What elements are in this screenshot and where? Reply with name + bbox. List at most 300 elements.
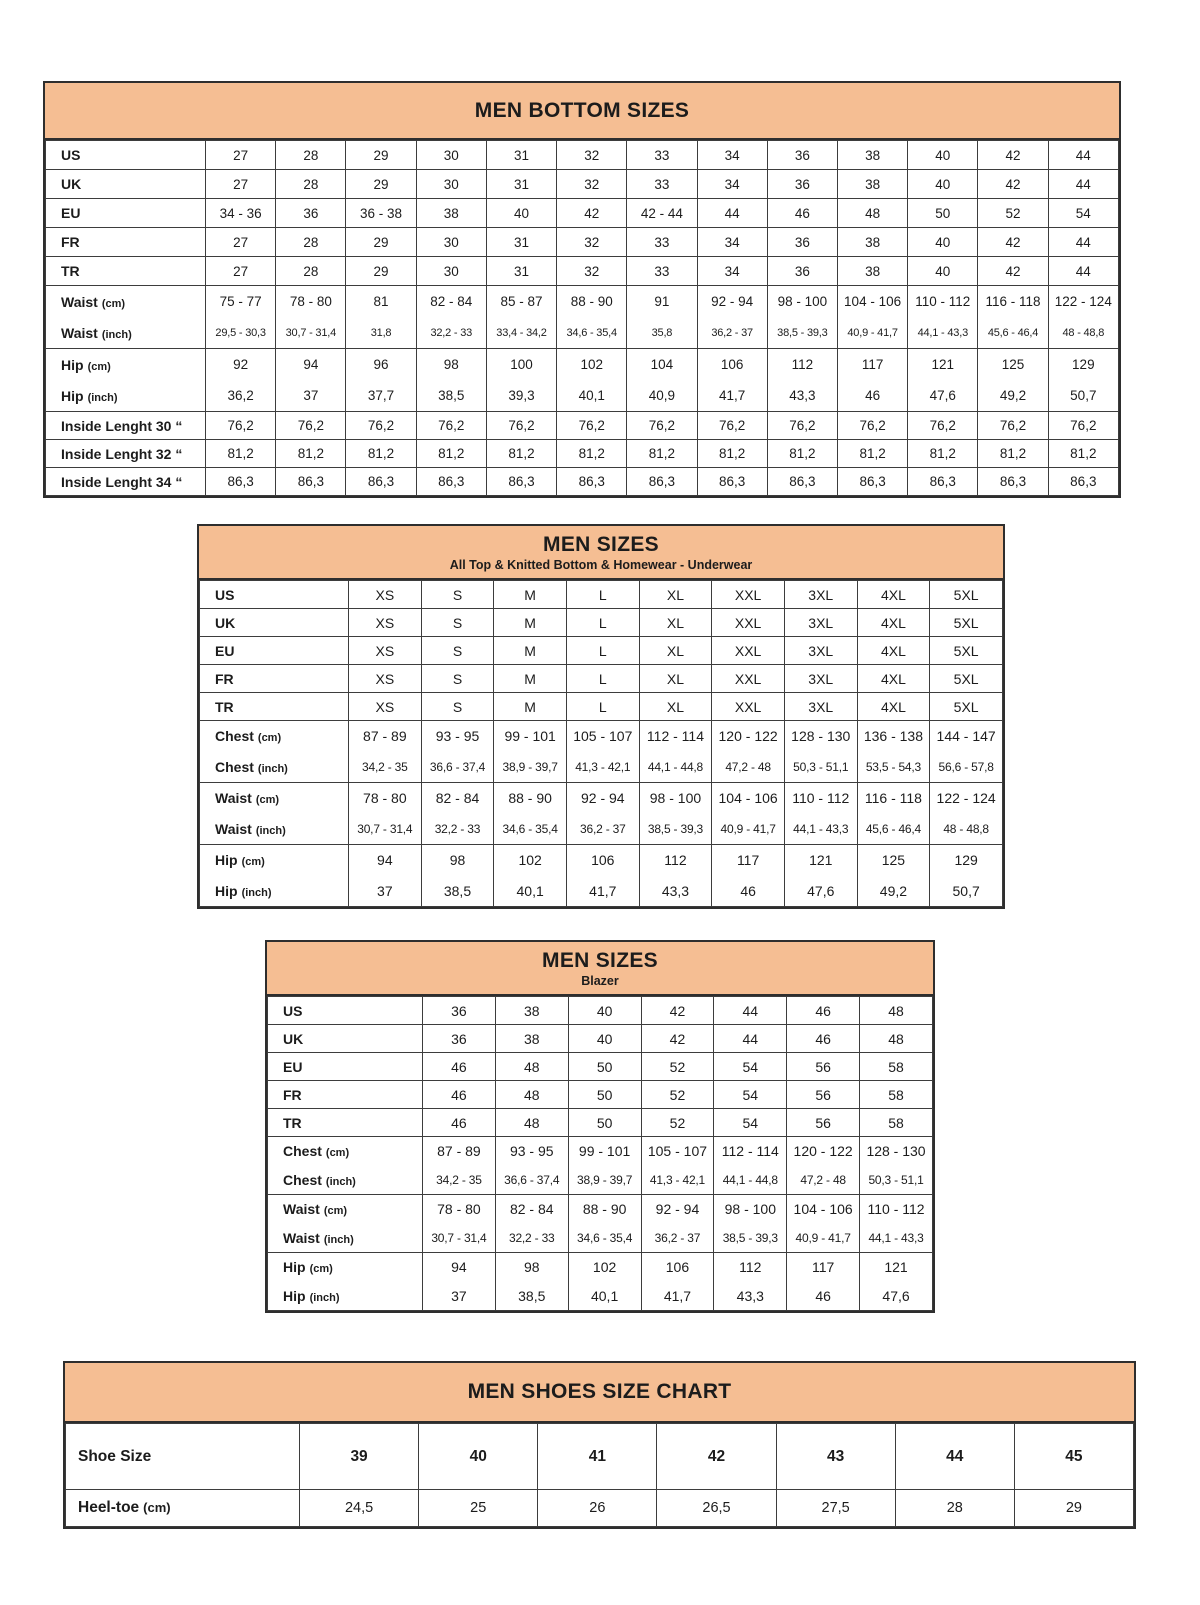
size-cell: 3XL [784,637,857,665]
table-row [268,1224,933,1253]
size-cell: 47,2 - 48 [787,1166,860,1195]
size-cell: 76,2 [978,412,1048,440]
size-cell: 48 - 48,8 [1048,318,1118,349]
size-cell: 29 [1014,1490,1133,1527]
size-cell: 40 [486,199,556,228]
size-cell: 112 [639,845,712,876]
size-cell: 144 - 147 [930,721,1003,752]
size-cell: 129 [930,845,1003,876]
size-cell: 25 [419,1490,538,1527]
row-label-text: UK [61,176,82,192]
size-cell: 82 - 84 [495,1195,568,1224]
size-cell: 105 - 107 [641,1137,714,1166]
size-cell: 76,2 [837,412,907,440]
size-cell: 34 [697,257,767,286]
size-cell: 102 [568,1253,641,1282]
size-cell: 93 - 95 [421,721,494,752]
size-cell: 110 - 112 [784,783,857,814]
row-label-unit: (inch) [257,762,288,775]
size-cell: 34,6 - 35,4 [568,1224,641,1253]
row-label [46,468,206,496]
size-cell: XL [639,609,712,637]
size-cell: 38 [837,170,907,199]
size-cell: 27 [206,257,276,286]
row-label [46,199,206,228]
size-cell: 50,7 [1048,381,1118,412]
table-row [46,286,1119,318]
size-cell: 40,1 [557,381,627,412]
table-row [46,257,1119,286]
row-label [46,381,206,412]
size-cell: 38,5 - 39,3 [714,1224,787,1253]
size-cell: 34,6 - 35,4 [494,814,567,845]
size-cell: 36 [423,997,496,1025]
size-cell: 3XL [784,581,857,609]
row-label-text: Shoe Size [78,1447,152,1465]
size-cell: 42 [641,997,714,1025]
row-label-text: UK [283,1030,304,1047]
size-cell: 44 [1048,257,1118,286]
size-cell: 35,8 [627,318,697,349]
size-cell: 5XL [930,581,1003,609]
row-label-text: FR [61,234,80,250]
size-cell: S [421,609,494,637]
size-cell: 81,2 [346,440,416,468]
size-cell: 26,5 [657,1490,776,1527]
size-cell: 38 [495,1025,568,1053]
table-row [268,1195,933,1224]
size-cell: 88 - 90 [557,286,627,318]
size-cell: 106 [566,845,639,876]
size-cell: 40 [568,1025,641,1053]
men-sizes-top-table [197,524,1005,909]
row-label [268,1224,423,1253]
row-label [46,349,206,381]
size-cell: 36 [276,199,346,228]
row-label [46,141,206,170]
row-label-unit: (cm) [323,1205,348,1218]
row-label [46,170,206,199]
table-row [268,1166,933,1195]
table-row [46,440,1119,468]
row-label-text: UK [215,614,236,631]
size-cell: 44,1 - 44,8 [639,752,712,783]
row-label-unit: (inch) [325,1175,356,1188]
row-label-text: TR [283,1114,302,1131]
size-cell: XXL [712,693,785,721]
size-cell: 81,2 [837,440,907,468]
size-cell: XL [639,637,712,665]
size-cell: 86,3 [416,468,486,496]
size-cell: 50 [568,1109,641,1137]
row-label [46,440,206,468]
table-header [45,83,1119,140]
size-cell: 36 - 38 [346,199,416,228]
size-cell: 76,2 [627,412,697,440]
row-label [268,1195,423,1224]
size-cell: 4XL [857,637,930,665]
size-cell: 40 [908,141,978,170]
size-cell: 40 [908,170,978,199]
size-cell: 28 [276,141,346,170]
size-cell: 44 [1048,228,1118,257]
size-cell: 81 [346,286,416,318]
row-label-text: US [61,147,81,163]
size-cell: L [566,665,639,693]
men-sizes-blazer-table [265,940,935,1313]
size-cell: 44 [895,1424,1014,1490]
size-cell: XL [639,693,712,721]
table-row [268,1025,933,1053]
size-cell: 96 [346,349,416,381]
size-cell: 88 - 90 [494,783,567,814]
size-cell: 42 [978,170,1048,199]
table-row [46,468,1119,496]
size-cell: 29 [346,170,416,199]
size-cell: 102 [557,349,627,381]
size-cell: 27 [206,141,276,170]
size-cell: 33 [627,170,697,199]
size-cell: 46 [423,1053,496,1081]
size-cell: 36,6 - 37,4 [421,752,494,783]
size-cell: 98 - 100 [639,783,712,814]
size-cell: 38 [837,257,907,286]
size-cell: 76,2 [346,412,416,440]
size-cell: 85 - 87 [486,286,556,318]
table-row [200,752,1003,783]
size-cell: 82 - 84 [421,783,494,814]
size-cell: 54 [714,1081,787,1109]
row-label-text: Inside Lenght 32 “ [61,445,183,462]
table-subtitle: All Top & Knitted Bottom & Homewear - Underwear [449,557,753,572]
size-cell: 86,3 [557,468,627,496]
size-cell: 121 [784,845,857,876]
row-label-unit: (inch) [323,1233,354,1246]
size-cell: 46 [787,997,860,1025]
size-cell: 27 [206,228,276,257]
size-cell: 38,5 [495,1282,568,1311]
size-cell: 43 [776,1424,895,1490]
row-label-text: Inside Lenght 30 “ [61,417,183,434]
size-grid [267,996,933,1311]
row-label-text: Hip [283,1287,306,1304]
size-cell: 45 [1014,1424,1133,1490]
row-label [46,318,206,349]
size-cell: 41,7 [641,1282,714,1311]
row-label-text: EU [61,205,81,221]
row-label-text: Chest [215,728,254,745]
size-cell: 4XL [857,693,930,721]
size-cell: 43,3 [714,1282,787,1311]
size-cell: 32 [557,170,627,199]
size-cell: 40 [419,1424,538,1490]
size-cell: 38,5 - 39,3 [639,814,712,845]
size-cell: 40 [908,228,978,257]
table-row [46,228,1119,257]
size-cell: 32 [557,257,627,286]
size-cell: 33 [627,228,697,257]
size-cell: 40,9 - 41,7 [712,814,785,845]
size-cell: 121 [908,349,978,381]
size-cell: 76,2 [486,412,556,440]
table-row [200,721,1003,752]
size-cell: 44,1 - 43,3 [784,814,857,845]
size-cell: 38 [837,228,907,257]
row-label [66,1490,300,1527]
table-row [66,1490,1134,1527]
size-cell: 106 [641,1253,714,1282]
size-cell: 32,2 - 33 [495,1224,568,1253]
table-row [268,1253,933,1282]
size-cell: 40,1 [494,876,567,907]
size-cell: 38,9 - 39,7 [568,1166,641,1195]
size-cell: 98 - 100 [767,286,837,318]
size-cell: 78 - 80 [349,783,422,814]
size-cell: 50 [568,1053,641,1081]
size-cell: 110 - 112 [908,286,978,318]
size-cell: 32,2 - 33 [421,814,494,845]
size-cell: 86,3 [697,468,767,496]
row-label-unit: (cm) [101,297,126,310]
size-cell: 30,7 - 31,4 [276,318,346,349]
size-cell: 112 [714,1253,787,1282]
size-cell: XXL [712,581,785,609]
size-cell: 50 [568,1081,641,1109]
row-label [268,1081,423,1109]
row-label-text: US [215,586,235,603]
size-cell: 112 - 114 [639,721,712,752]
row-label-unit: (inch) [241,886,272,899]
size-cell: 105 - 107 [566,721,639,752]
size-cell: 82 - 84 [416,286,486,318]
size-cell: 44,1 - 44,8 [714,1166,787,1195]
size-cell: 50,3 - 51,1 [784,752,857,783]
size-cell: 81,2 [486,440,556,468]
size-cell: 116 - 118 [978,286,1048,318]
men-shoes-size-chart-table [63,1361,1136,1529]
size-cell: XXL [712,665,785,693]
size-cell: 112 [767,349,837,381]
table-row [46,199,1119,228]
table-row [200,581,1003,609]
size-cell: 46 [712,876,785,907]
row-label [46,257,206,286]
size-cell: 76,2 [206,412,276,440]
size-cell: 30 [416,257,486,286]
size-cell: 125 [857,845,930,876]
row-label-text: EU [215,642,235,659]
size-cell: 52 [641,1109,714,1137]
size-cell: 102 [494,845,567,876]
row-label-unit: (cm) [87,360,111,373]
size-cell: 37,7 [346,381,416,412]
size-cell: 99 - 101 [494,721,567,752]
size-cell: 3XL [784,609,857,637]
row-label [268,1282,423,1311]
row-label [200,814,349,845]
row-label-unit: (inch) [255,824,286,837]
size-cell: 98 - 100 [714,1195,787,1224]
row-label-unit: (cm) [309,1263,333,1276]
size-grid [65,1423,1134,1527]
size-cell: 43,3 [767,381,837,412]
size-cell: 78 - 80 [276,286,346,318]
size-cell: 26 [538,1490,657,1527]
size-cell: 86,3 [627,468,697,496]
size-cell: 37 [349,876,422,907]
size-cell: 32 [557,141,627,170]
size-cell: 122 - 124 [1048,286,1118,318]
size-cell: 92 - 94 [697,286,767,318]
table-row [268,1282,933,1311]
size-cell: XS [349,609,422,637]
size-cell: 58 [860,1109,933,1137]
row-label-text: TR [61,263,80,279]
row-label [200,752,349,783]
size-cell: 81,2 [767,440,837,468]
size-cell: M [494,637,567,665]
table-row [200,637,1003,665]
size-cell: 31 [486,141,556,170]
size-cell: 29 [346,141,416,170]
size-cell: 28 [276,228,346,257]
size-cell: 36 [767,228,837,257]
size-cell: 42 [557,199,627,228]
size-cell: 31 [486,170,556,199]
size-cell: 86,3 [837,468,907,496]
row-label [268,1166,423,1195]
size-cell: 40,9 - 41,7 [787,1224,860,1253]
size-cell: 81,2 [557,440,627,468]
size-cell: 58 [860,1081,933,1109]
row-label-text: Inside Lenght 34 “ [61,473,183,490]
size-cell: 47,6 [784,876,857,907]
size-cell: 86,3 [908,468,978,496]
row-label [268,1137,423,1166]
size-cell: 33,4 - 34,2 [486,318,556,349]
size-cell: 88 - 90 [568,1195,641,1224]
row-label [200,637,349,665]
size-cell: 104 - 106 [787,1195,860,1224]
size-cell: XL [639,665,712,693]
row-label-unit: (cm) [241,856,265,869]
size-cell: 116 - 118 [857,783,930,814]
size-cell: 94 [276,349,346,381]
size-cell: 44,1 - 43,3 [908,318,978,349]
table-title: MEN BOTTOM SIZES [474,98,690,122]
table-row [268,997,933,1025]
size-grid [45,140,1119,496]
size-cell: 91 [627,286,697,318]
size-cell: 46 [837,381,907,412]
size-cell: 38,5 - 39,3 [767,318,837,349]
size-cell: 76,2 [1048,412,1118,440]
size-cell: 33 [627,257,697,286]
row-label [268,1253,423,1282]
row-label-unit: (inch) [87,391,118,404]
size-cell: 50,7 [930,876,1003,907]
table-title: MEN SHOES SIZE CHART [467,1380,732,1403]
size-cell: 48 [495,1081,568,1109]
size-cell: 92 - 94 [641,1195,714,1224]
row-label-text: Hip [283,1259,306,1276]
table-row [268,1081,933,1109]
size-cell: 42 [978,141,1048,170]
row-label-text: Waist [61,293,98,310]
size-cell: 30 [416,141,486,170]
size-cell: 5XL [930,693,1003,721]
row-label [200,845,349,876]
row-label-unit: (cm) [255,794,280,807]
size-cell: XS [349,637,422,665]
size-cell: 100 [486,349,556,381]
size-cell: 81,2 [276,440,346,468]
table-row [268,1109,933,1137]
size-cell: S [421,581,494,609]
size-cell: 86,3 [978,468,1048,496]
row-label [200,721,349,752]
size-cell: 39,3 [486,381,556,412]
size-cell: 36,2 [206,381,276,412]
row-label [46,286,206,318]
size-cell: M [494,609,567,637]
row-label [200,783,349,814]
size-cell: 38 [416,199,486,228]
size-cell: 48 [860,1025,933,1053]
size-cell: 34,6 - 35,4 [557,318,627,349]
row-label [268,1053,423,1081]
size-cell: 33 [627,141,697,170]
size-cell: 36 [423,1025,496,1053]
size-cell: 30 [416,170,486,199]
size-cell: 45,6 - 46,4 [857,814,930,845]
size-cell: 38 [495,997,568,1025]
table-subtitle: Blazer [581,973,619,988]
size-cell: 58 [860,1053,933,1081]
row-label-text: FR [215,670,234,687]
size-cell: 76,2 [416,412,486,440]
size-cell: 53,5 - 54,3 [857,752,930,783]
row-label [268,997,423,1025]
size-cell: 45,6 - 46,4 [978,318,1048,349]
size-cell: 104 [627,349,697,381]
size-cell: 38,9 - 39,7 [494,752,567,783]
size-cell: 128 - 130 [860,1137,933,1166]
row-label-text: Heel-toe [78,1499,140,1516]
size-cell: 32 [557,228,627,257]
size-cell: 39 [300,1424,419,1490]
size-cell: 81,2 [1048,440,1118,468]
size-cell: XL [639,581,712,609]
size-cell: 38 [837,141,907,170]
size-cell: 81,2 [908,440,978,468]
size-cell: 36,2 - 37 [697,318,767,349]
size-cell: 29 [346,257,416,286]
row-label-unit: (inch) [101,328,132,341]
size-cell: L [566,637,639,665]
size-cell: 92 [206,349,276,381]
size-cell: L [566,693,639,721]
size-cell: 40,9 [627,381,697,412]
size-cell: 94 [349,845,422,876]
row-label-unit: (cm) [143,1500,171,1515]
row-label-text: Hip [215,852,238,869]
size-cell: 121 [860,1253,933,1282]
size-cell: 128 - 130 [784,721,857,752]
size-cell: 52 [641,1053,714,1081]
size-cell: 46 [787,1025,860,1053]
size-cell: 112 - 114 [714,1137,787,1166]
